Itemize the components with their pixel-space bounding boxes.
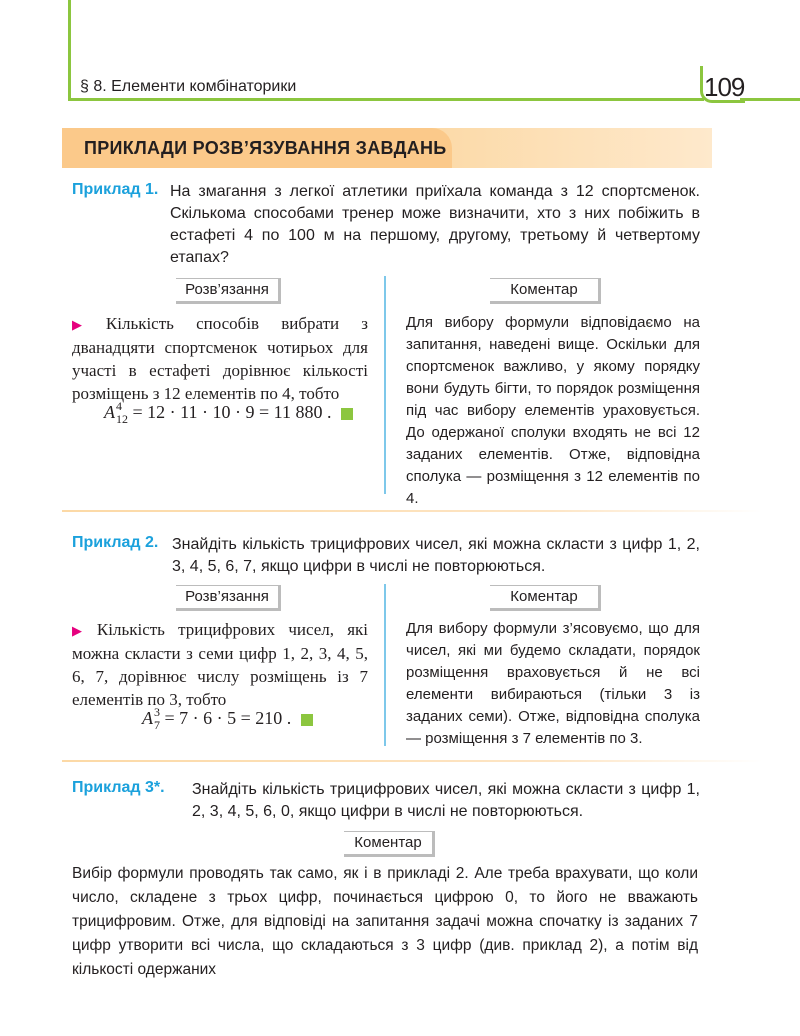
- chapter-title: § 8. Елементи комбінаторики: [80, 78, 297, 95]
- page-number: 109: [704, 72, 745, 102]
- comment-label: Коментар: [490, 278, 601, 304]
- formula-subscript: 12: [116, 412, 128, 426]
- formula-subscript: 7: [154, 718, 160, 732]
- bullet-arrow-icon: ▶: [72, 317, 100, 332]
- formula-expression: = 7 · 6 · 5 = 210 .: [164, 708, 292, 728]
- qed-square-icon: [341, 408, 353, 420]
- example-2-comment: Для вибору формули з’ясовуємо, що для чисел, які ми будемо складати, порядок розміщення враховується й не всі елементи вибираються (тільки 3 із заданих семи). Отже, відповідна сполука — розміщення з 7 елементів по 3.: [406, 620, 700, 747]
- example-2-label: Приклад 2.: [72, 534, 159, 551]
- qed-square-icon: [301, 714, 313, 726]
- comment-label: Коментар: [490, 585, 601, 611]
- formula-symbol: A: [142, 708, 153, 728]
- example-1-formula: [104, 399, 353, 426]
- example-1-label: Приклад 1.: [72, 181, 159, 198]
- example-3-label: Приклад 3*.: [72, 779, 165, 796]
- header-frame-line: [68, 98, 704, 101]
- section-title: ПРИКЛАДИ РОЗВ’ЯЗУВАННЯ ЗАВДАНЬ: [84, 138, 447, 158]
- section-separator: [62, 760, 762, 762]
- example-1-solution-text: Кількість способів вибрати з дванадцяти спортсменок чотирьох для участі в естафеті дорівнює кількості розміщень з 12 елементів по 4, тобто: [72, 314, 368, 403]
- comment-label: Коментар: [344, 831, 435, 857]
- header-frame-line: [68, 0, 71, 100]
- solution-label: Розв’язання: [176, 278, 281, 304]
- section-separator: [62, 510, 762, 512]
- formula-superscript: 3: [154, 705, 160, 719]
- formula-symbol: A: [104, 402, 115, 422]
- example-3-text: Знайдіть кількість трицифрових чисел, які можна скласти з цифр 1, 2, 3, 4, 5, 6, 0, якщо цифри в числі не повторюються.: [192, 781, 700, 820]
- column-divider: [384, 276, 386, 494]
- solution-label: Розв’язання: [176, 585, 281, 611]
- example-2-solution-text: Кількість трицифрових чисел, які можна скласти з семи цифр 1, 2, 3, 4, 5, 6, 7, дорівнює числу розміщень із 7 елементів по 3, тобто: [72, 620, 368, 709]
- example-2-text: Знайдіть кількість трицифрових чисел, які можна скласти з цифр 1, 2, 3, 4, 5, 6, 7, якщо цифри в числі не повторюються.: [172, 536, 700, 575]
- example-1-comment: Для вибору формули відповідаємо на запитання, наведені вище. Оскільки для спортсменок важливо, у якому порядку вони будуть бігти, то порядок розміщення під час вибору елементів ураховується. До одержаної сполуки входять не всі 12 заданих елементів. Отже, відповідна сполука — розміщення з 12 елементів по 4.: [406, 314, 700, 507]
- example-2-solution: [72, 618, 368, 711]
- formula-superscript: 4: [116, 399, 122, 413]
- bullet-arrow-icon: ▶: [72, 623, 91, 638]
- header-frame-line: [740, 98, 800, 101]
- example-3-comment: Вибір формули проводять так само, як і в прикладі 2. Але треба врахувати, що коли число, складене з трьох цифр, починається цифрою 0, то його не вважають трицифровим. Отже, для відповіді на запитання задачі можна спочатку із заданих 7 цифр утворити всі числа, що складаються з 3 цифр (див. приклад 2), а потім від кількості одержаних: [72, 865, 698, 978]
- formula-expression: = 12 · 11 · 10 · 9 = 11 880 .: [132, 402, 332, 422]
- column-divider: [384, 584, 386, 746]
- example-2-formula: [142, 705, 313, 732]
- example-1-solution: [72, 312, 368, 405]
- example-1-text: На змагання з легкої атлетики приїхала команда з 12 спортсменок. Скількома способами тренер може визначити, хто з них побіжить в естафеті 4 по 100 м на першому, другому, третьому й четвертому етапах?: [170, 183, 700, 266]
